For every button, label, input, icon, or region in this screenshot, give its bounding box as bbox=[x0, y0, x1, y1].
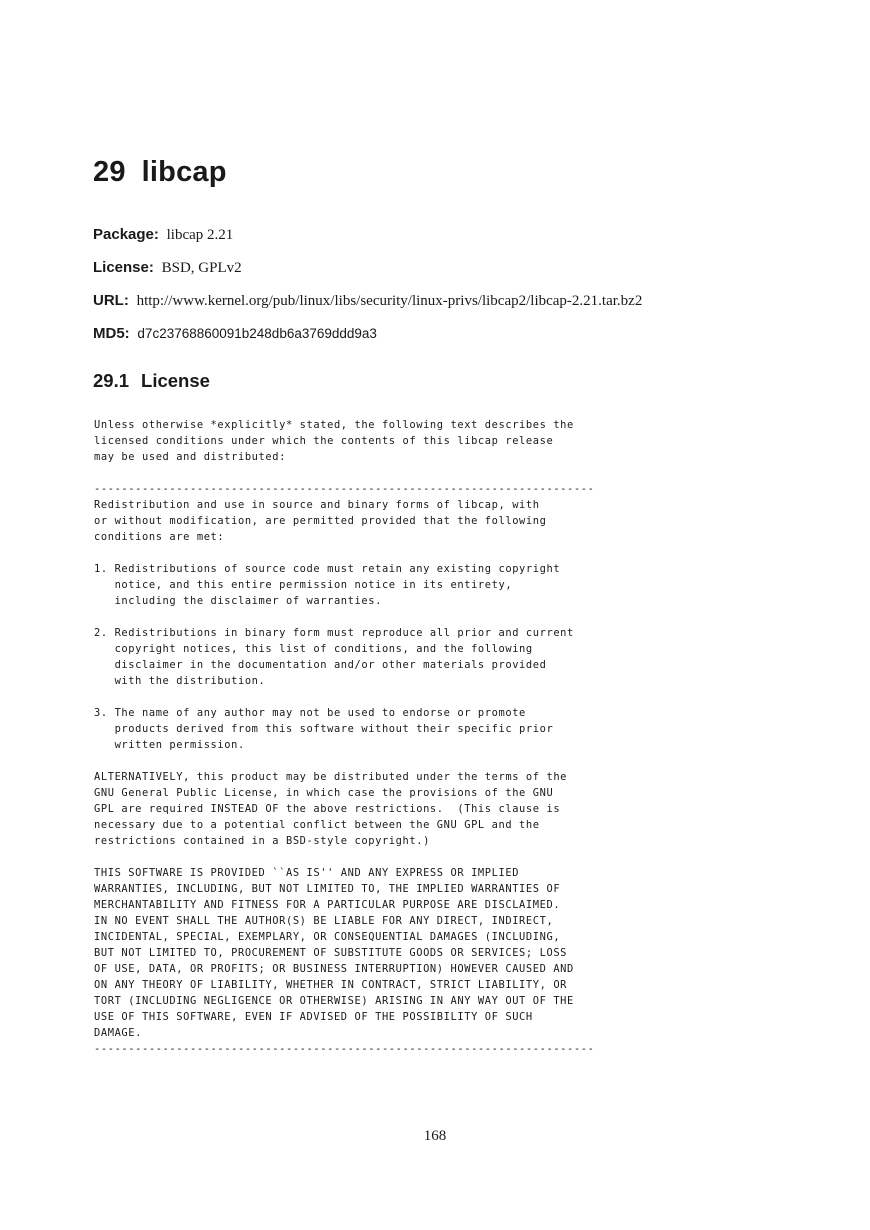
section-heading bbox=[93, 370, 210, 392]
section-number: 29.1 bbox=[93, 370, 130, 391]
package-line bbox=[93, 226, 233, 244]
url-value[interactable]: http://www.kernel.org/pub/linux/libs/security/linux-privs/libcap2/libcap-2.21.tar.bz2 bbox=[136, 293, 643, 309]
page-number: 168 bbox=[423, 1128, 447, 1144]
chapter-heading bbox=[93, 156, 227, 189]
license-line bbox=[93, 259, 242, 277]
chapter-number: 29 bbox=[93, 156, 126, 188]
chapter-title: libcap bbox=[141, 156, 227, 188]
license-value: BSD, GPLv2 bbox=[161, 260, 242, 276]
license-label: License: bbox=[93, 259, 154, 276]
url-label: URL: bbox=[93, 292, 129, 309]
md5-value: d7c23768860091b248db6a3769ddd9a3 bbox=[137, 326, 377, 341]
package-value: libcap 2.21 bbox=[166, 227, 234, 243]
md5-line bbox=[93, 325, 377, 343]
package-label: Package: bbox=[93, 226, 159, 243]
md5-label: MD5: bbox=[93, 325, 130, 342]
license-text-block: Unless otherwise *explicitly* stated, the following text describes the licensed conditions under which the contents of this libcap release may be used and distributed: ------------------------------------------------------------------------- Redistribution and use in source and binary forms of libcap, with or without modification, are permitted provided that the following conditions are met: 1. Redistributions of source code must retain any existing copyright notice, and this entire permission notice in its entirety, including the disclaimer of warranties. 2. Redistributions in binary form must reproduce all prior and current copyright notices, this list of conditions, and the following disclaimer in the documentation and/or other materials provided with the distribution. 3. The name of any author may not be used to endorse or promote products derived from this software without their specific prior written permission. ALTERNATIVELY, this product may be distributed under the terms of the GNU General Public License, in which case the provisions of the GNU GPL are required INSTEAD OF the above restrictions. (This clause is necessary due to a potential conflict between the GNU GPL and the restrictions contained in a BSD-style copyright.) THIS SOFTWARE IS PROVIDED ``AS IS'' AND ANY EXPRESS OR IMPLIED WARRANTIES, INCLUDING, BUT NOT LIMITED TO, THE IMPLIED WARRANTIES OF MERCHANTABILITY AND FITNESS FOR A PARTICULAR PURPOSE ARE DISCLAIMED. IN NO EVENT SHALL THE AUTHOR(S) BE LIABLE FOR ANY DIRECT, INDIRECT, INCIDENTAL, SPECIAL, EXEMPLARY, OR CONSEQUENTIAL DAMAGES (INCLUDING, BUT NOT LIMITED TO, PROCUREMENT OF SUBSTITUTE GOODS OR SERVICES; LOSS OF USE, DATA, OR PROFITS; OR BUSINESS INTERRUPTION) HOWEVER CAUSED AND ON ANY THEORY OF LIABILITY, WHETHER IN CONTRACT, STRICT LIABILITY, OR TORT (INCLUDING NEGLIGENCE OR OTHERWISE) ARISING IN ANY WAY OUT OF THE USE OF THIS SOFTWARE, EVEN IF ADVISED OF THE POSSIBILITY OF SUCH DAMAGE. ------------------------------------------------------------------------- bbox=[94, 419, 595, 1055]
section-title: License bbox=[141, 370, 210, 391]
url-line bbox=[93, 292, 642, 310]
